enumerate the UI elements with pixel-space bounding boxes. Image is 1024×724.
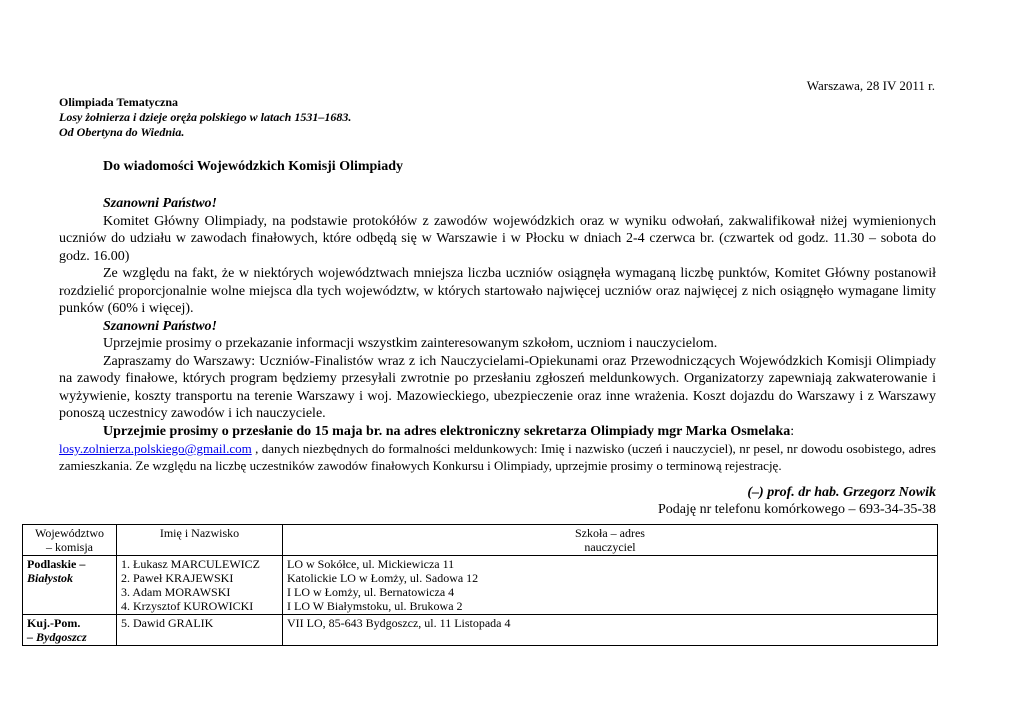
- paragraph-5-rest: , danych niezbędnych do formalności meldunkowych: Imię i nazwisko (uczeń i nauczyciel), nr pesel, nr dowodu osobistego, adres zamieszkania. Ze względu na liczbę uczestników zawodów finałowych Konkursu i Olimpiady, uprzejmie prosimy o terminową rejestrację.: [59, 441, 936, 473]
- letter-heading: Do wiadomości Wojewódzkich Komisji Olimpiady: [103, 159, 403, 174]
- region-cell: Kuj.-Pom. – Bydgoszcz: [23, 615, 117, 646]
- table-header-row: [23, 525, 938, 556]
- paragraph-1: Komitet Główny Olimpiady, na podstawie protokółów z zawodów wojewódzkich oraz w wyniku odwołań, zakwalifikował niżej wymienionych uczniów do udziału w zawodach finałowych, które odbędą się w Warszawie i w Płocku w dniach 2-4 czerwca br. (czwartek od godz. 11.30 – sobota do godz. 16.00): [59, 213, 936, 264]
- students-cell: [117, 615, 283, 646]
- email-link[interactable]: losy.zolnierza.polskiego@gmail.com: [59, 441, 252, 456]
- paragraph-4: Zapraszamy do Warszawy: Uczniów-Finalistów wraz z ich Nauczycielami-Opiekunami oraz Przewodniczących Wojewódzkich Komisji Olimpiady na zawody finałowe, których program będziemy przesyłali zwrotnie po przesłaniu zgłoszeń meldunkowych. Organizatorzy zapewniają zakwaterowanie i wyżywienie, koszty transportu na terenie Warszawy i woj. Mazowieckiego, ubezpieczenie oraz inne wrażenia. Koszt dojazdu do Warszawy i z Warszawy ponoszą uczestnicy zawodów i ich nauczyciele.: [59, 353, 936, 421]
- student-name: 4. Krzysztof KUROWICKI: [121, 599, 254, 613]
- greeting-1: Szanowni Państwo!: [103, 196, 217, 211]
- school-address: I LO W Białymstoku, ul. Brukowa 2: [287, 599, 463, 613]
- schools-cell: [283, 615, 938, 646]
- signature-phone: Podaję nr telefonu komórkowego – 693-34-35-38: [658, 502, 936, 517]
- students-cell: [117, 556, 283, 615]
- school-address: Katolickie LO w Łomży, ul. Sadowa 12: [287, 571, 479, 585]
- paragraph-5: [59, 423, 936, 441]
- document-date: Warszawa, 28 IV 2011 r.: [806, 78, 935, 93]
- table-row: [23, 556, 938, 615]
- document-header: [59, 95, 351, 140]
- student-name: 3. Adam MORAWSKI: [121, 585, 231, 599]
- olympiad-subtitle-2: Od Obertyna do Wiednia.: [59, 125, 185, 139]
- paragraph-5-bold: Uprzejmie prosimy o przesłanie do 15 maja br. na adres elektroniczny sekretarza Olimpiady mgr Marka Osmelaka: [103, 423, 791, 439]
- signature-block: [658, 484, 936, 518]
- school-address: LO w Sokółce, ul. Mickiewicza 11: [287, 557, 455, 571]
- olympiad-subtitle-1: Losy żołnierza i dzieje oręża polskiego w latach 1531–1683.: [59, 110, 352, 124]
- student-name: 2. Paweł KRAJEWSKI: [121, 571, 234, 585]
- table-row: [23, 615, 938, 646]
- student-name: 5. Dawid GRALIK: [121, 616, 214, 630]
- paragraph-3: Uprzejmie prosimy o przekazanie informacji wszystkim zainteresowanym szkołom, uczniom i nauczycielom.: [103, 336, 718, 351]
- paragraph-5-colon: :: [790, 423, 795, 439]
- header-voivodeship: Województwo – komisja: [23, 525, 117, 556]
- letter-body: [59, 195, 936, 474]
- finalists-table: [22, 524, 938, 646]
- region-cell: Podlaskie – Białystok: [23, 556, 117, 615]
- header-name: Imię i Nazwisko: [117, 525, 283, 556]
- header-school: Szkoła – adres nauczyciel: [283, 525, 938, 556]
- olympiad-title: Olimpiada Tematyczna: [59, 95, 179, 109]
- school-address: I LO w Łomży, ul. Bernatowicza 4: [287, 585, 455, 599]
- student-name: 1. Łukasz MARCULEWICZ: [121, 557, 260, 571]
- paragraph-5-continued: [59, 440, 936, 474]
- schools-cell: [283, 556, 938, 615]
- greeting-2: Szanowni Państwo!: [103, 318, 217, 334]
- school-address: VII LO, 85-643 Bydgoszcz, ul. 11 Listopada 4: [287, 616, 511, 630]
- signature-name: (–) prof. dr hab. Grzegorz Nowik: [747, 485, 936, 500]
- paragraph-2: Ze względu na fakt, że w niektórych województwach mniejsza liczba uczniów osiągnęła wymaganą liczbę punktów, Komitet Główny postanowił rozdzielić proporcjonalnie wolne miejsca dla tych województw, w których startowało najwięcej uczniów oraz najwięcej z nich osiągnęło wymagane limity punków (60% i więcej).: [59, 266, 936, 316]
